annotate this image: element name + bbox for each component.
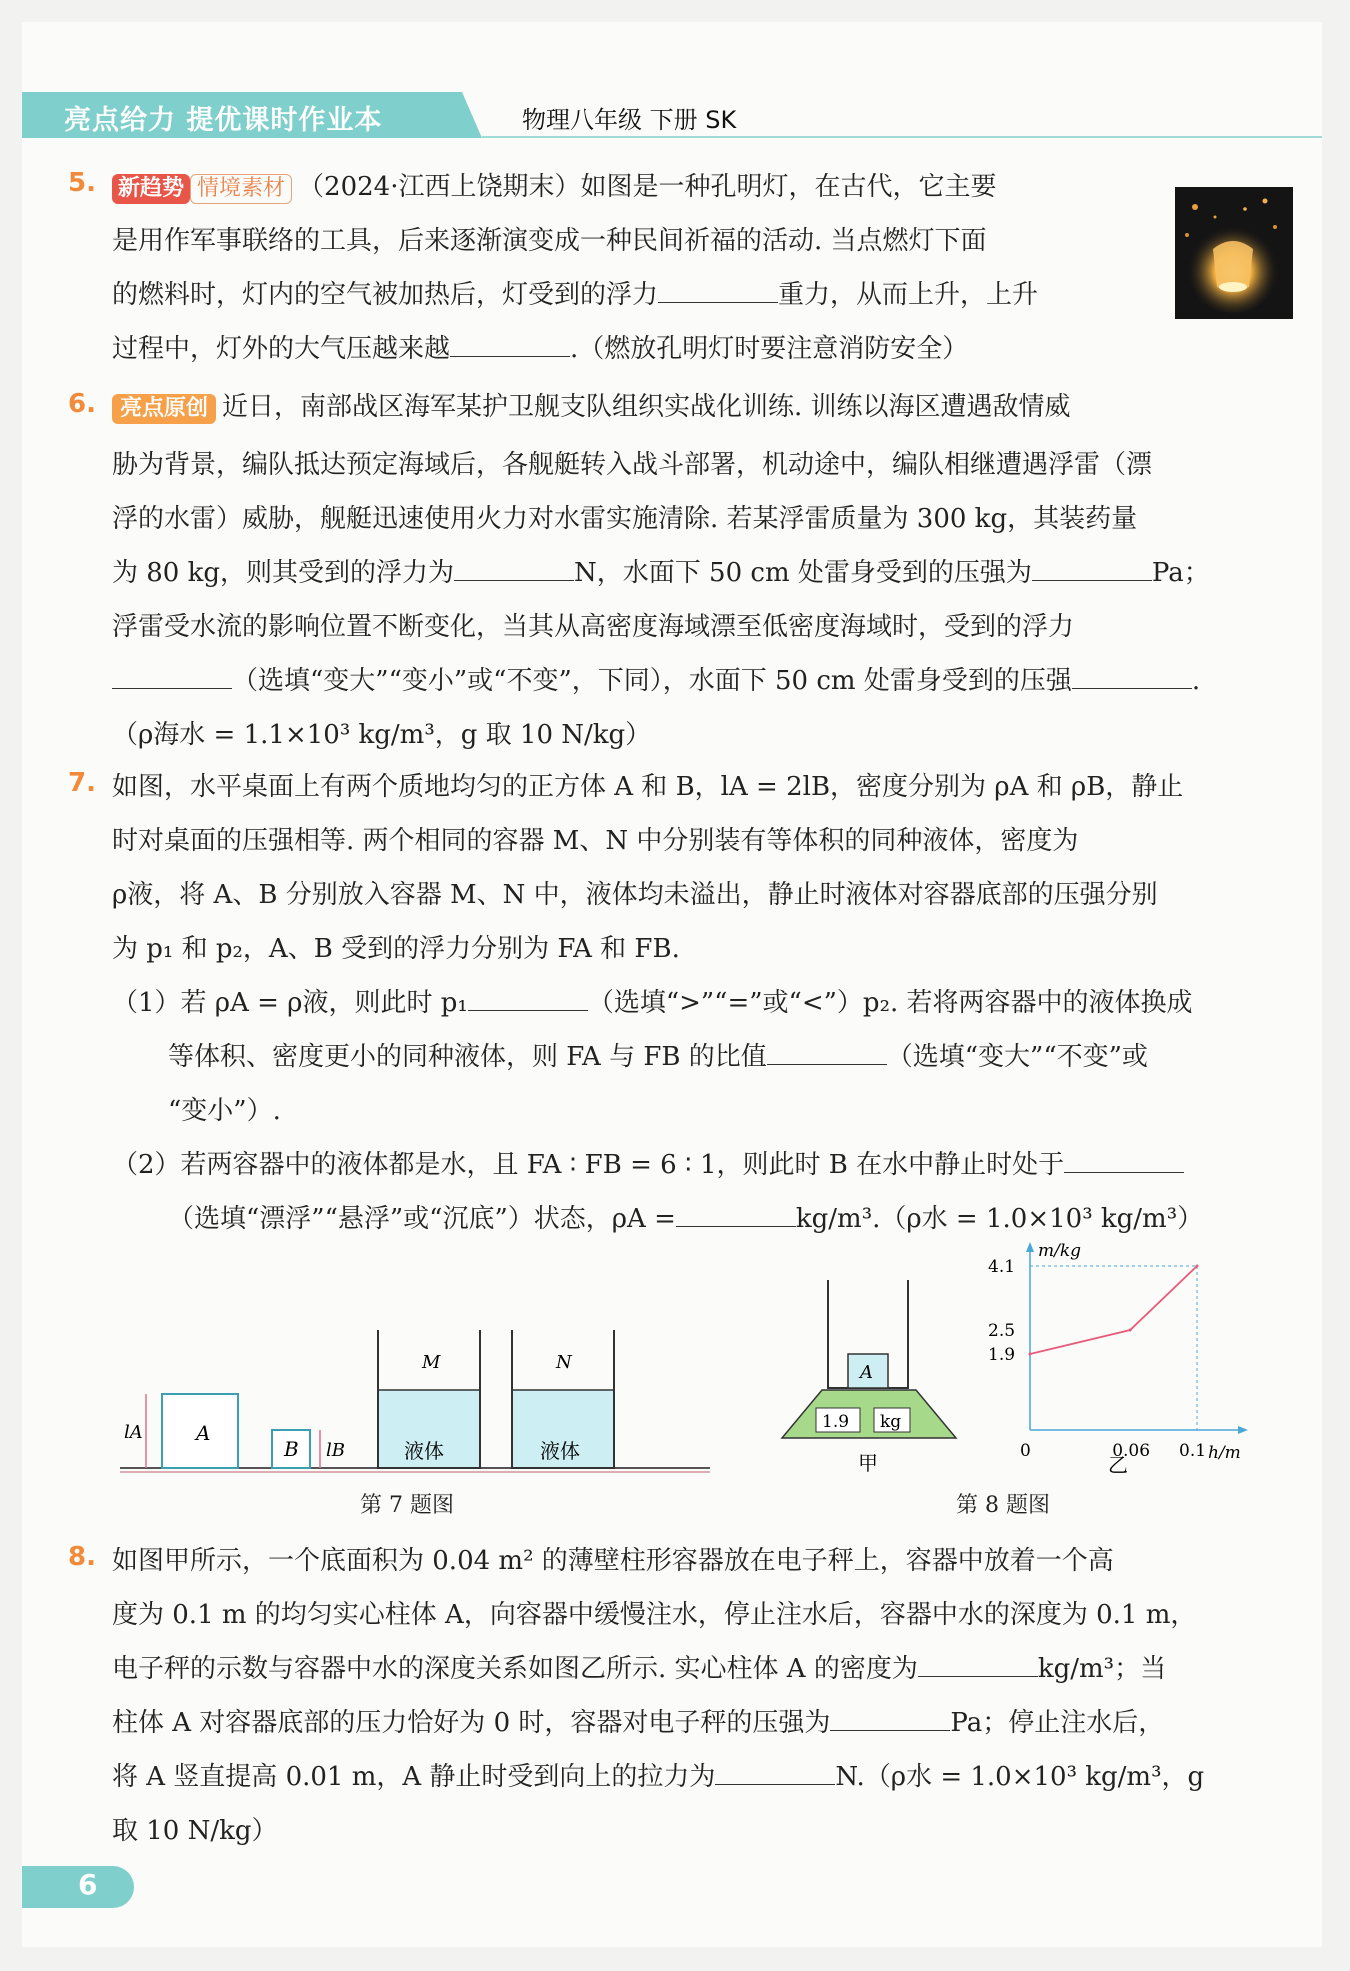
answer-blank[interactable] — [767, 1040, 887, 1065]
question-line — [112, 1756, 1204, 1793]
answer-blank[interactable] — [1072, 664, 1192, 689]
question-text: （选填“>”“=”或“<”）p₂. 若将两容器中的液体换成 — [587, 988, 1193, 1018]
question-line — [112, 552, 1210, 589]
question-text: （1）若 ρA = ρ液，则此时 p₁ — [112, 988, 468, 1018]
answer-blank[interactable] — [450, 332, 570, 357]
cube-a-label: A — [196, 1421, 211, 1445]
origin-label: 0 — [1020, 1441, 1031, 1461]
question-text: （选填“变大”“变小”或“不变”，下同），水面下 50 cm 处雷身受到的压强 — [232, 666, 1072, 696]
page-header — [22, 92, 1322, 138]
cylinder-a-label: A — [860, 1362, 873, 1383]
x-axis-label: h/m — [1208, 1443, 1241, 1463]
question-text: kg/m³.（ρ水 = 1.0×10³ kg/m³） — [795, 1204, 1204, 1234]
question-number: 5. — [68, 168, 96, 198]
question-text: .（燃放孔明灯时要注意消防安全） — [570, 334, 969, 364]
y-tick-label: 2.5 — [988, 1321, 1016, 1341]
sub-figure-jia: 甲 — [858, 1451, 878, 1475]
answer-blank[interactable] — [454, 556, 574, 581]
data-point — [1029, 1353, 1032, 1356]
header-rule — [482, 136, 1322, 138]
question-text: 为 p₁ 和 p₂，A、B 受到的浮力分别为 FA 和 FB. — [112, 934, 680, 964]
question-number: 7. — [68, 768, 96, 798]
question-text: 浮的水雷）威胁，舰艇迅速使用火力对水雷实施清除. 若某浮雷质量为 300 kg，其装药量 — [112, 504, 1138, 534]
question-line — [112, 660, 1200, 697]
figure-7 — [110, 1320, 720, 1480]
question-line — [112, 166, 996, 204]
header-brand: 亮点给力 提优课时作业本 — [64, 105, 383, 136]
question-text: “变小”）. — [168, 1096, 281, 1126]
question-line — [168, 1036, 1148, 1073]
question-line — [112, 274, 1038, 311]
y-tick-label: 1.9 — [988, 1345, 1016, 1365]
question-text: （ρ海水 = 1.1×10³ kg/m³，g 取 10 N/kg） — [112, 720, 652, 750]
question-text: 取 10 N/kg） — [112, 1816, 278, 1846]
question-line — [112, 1144, 1184, 1181]
question-text: 柱体 A 对容器底部的压力恰好为 0 时，容器对电子秤的压强为 — [112, 1708, 831, 1738]
sky-lantern-photo — [1175, 187, 1293, 319]
figure-7-caption: 第 7 题图 — [360, 1493, 454, 1518]
container-m-label: M — [422, 1352, 441, 1373]
la-label: lA — [124, 1422, 143, 1443]
lb-label: lB — [326, 1440, 345, 1461]
x-tick-label: 0.06 — [1112, 1441, 1151, 1461]
question-line — [168, 1198, 1203, 1235]
sub-figure-yi: 乙 — [1108, 1453, 1128, 1476]
question-text: 时对桌面的压强相等. 两个相同的容器 M、N 中分别装有等体积的同种液体，密度为 — [112, 826, 1079, 856]
original-badge: 亮点原创 — [112, 394, 216, 424]
answer-blank[interactable] — [1064, 1148, 1184, 1173]
question-text: 如图甲所示，一个底面积为 0.04 m² 的薄壁柱形容器放在电子秤上，容器中放着一个高 — [112, 1546, 1114, 1576]
question-line — [112, 328, 968, 365]
answer-blank[interactable] — [918, 1652, 1038, 1677]
question-text: ρ液，将 A、B 分别放入容器 M、N 中，液体均未溢出，静止时液体对容器底部的压强分别 — [112, 880, 1158, 910]
question-text: N，水面下 50 cm 处雷身受到的压强为 — [574, 558, 1032, 588]
question-text: N.（ρ水 = 1.0×10³ kg/m³，g — [835, 1762, 1205, 1792]
x-axis-arrow — [1238, 1426, 1248, 1434]
figure-8-yi-chart — [980, 1236, 1260, 1476]
question-text: Pa； — [1151, 558, 1210, 588]
header-subject: 物理八年级 下册 SK — [522, 106, 737, 134]
question-number: 6. — [68, 389, 96, 419]
answer-blank[interactable] — [676, 1202, 796, 1227]
figure-8-caption: 第 8 题图 — [956, 1493, 1050, 1518]
scale-display-value: 1.9 — [822, 1412, 850, 1432]
question-text: 重力，从而上升，上升 — [778, 280, 1039, 310]
cube-b-label: B — [284, 1437, 299, 1461]
question-text: （2024·江西上饶期末）如图是一种孔明灯，在古代，它主要 — [298, 172, 997, 202]
series-line — [1030, 1266, 1197, 1354]
question-text: 过程中，灯外的大气压越来越 — [112, 334, 451, 364]
scale-unit: kg — [880, 1412, 902, 1432]
question-text: 胁为背景，编队抵达预定海域后，各舰艇转入战斗部署，机动途中，编队相继遭遇浮雷（漂 — [112, 450, 1153, 480]
y-axis-arrow — [1026, 1242, 1034, 1252]
page-number: 6 — [78, 1868, 98, 1901]
question-text: . — [1191, 666, 1201, 696]
answer-blank[interactable] — [112, 664, 232, 689]
answer-blank[interactable] — [1032, 556, 1152, 581]
question-text: kg/m³；当 — [1037, 1654, 1167, 1684]
question-text: Pa；停止注水后， — [950, 1708, 1165, 1738]
question-text: 如图，水平桌面上有两个质地均匀的正方体 A 和 B，lA = 2lB，密度分别为 ρA 和 ρB，静止 — [112, 772, 1184, 802]
question-text: 近日，南部战区海军某护卫舰支队组织实战化训练. 训练以海区遭遇敌情威 — [222, 392, 1071, 422]
data-point — [1196, 1265, 1199, 1268]
question-line — [112, 386, 1071, 424]
question-number: 8. — [68, 1542, 96, 1572]
question-text: 电子秤的示数与容器中水的深度关系如图乙所示. 实心柱体 A 的密度为 — [112, 1654, 918, 1684]
answer-blank[interactable] — [468, 986, 588, 1011]
question-text: 将 A 竖直提高 0.01 m，A 静止时受到向上的拉力为 — [112, 1762, 716, 1792]
question-text: （2）若两容器中的液体都是水，且 FA ∶ FB = 6 ∶ 1，则此时 B 在水中静止时处于 — [112, 1150, 1065, 1180]
scenario-badge: 情境素材 — [190, 174, 292, 204]
question-text: （选填“漂浮”“悬浮”或“沉底”）状态，ρA = — [168, 1204, 676, 1234]
y-axis-label: m/kg — [1038, 1241, 1082, 1261]
container-m-liquid-label: 液体 — [404, 1439, 444, 1463]
question-text: 是用作军事联络的工具，后来逐渐演变成一种民间祈福的活动. 当点燃灯下面 — [112, 226, 987, 256]
container-n-label: N — [556, 1352, 572, 1373]
question-text: 等体积、密度更小的同种液体，则 FA 与 FB 的比值 — [168, 1042, 767, 1072]
question-line — [112, 1648, 1166, 1685]
container-n-liquid-label: 液体 — [540, 1439, 580, 1463]
question-line — [112, 982, 1193, 1019]
question-line — [112, 1702, 1164, 1739]
question-text: 为 80 kg，则其受到的浮力为 — [112, 558, 455, 588]
answer-blank[interactable] — [715, 1760, 835, 1785]
question-text: 浮雷受水流的影响位置不断变化，当其从高密度海域漂至低密度海域时，受到的浮力 — [112, 612, 1075, 642]
answer-blank[interactable] — [658, 278, 778, 303]
trend-badge: 新趋势 — [112, 174, 190, 204]
data-point — [1129, 1329, 1132, 1332]
answer-blank[interactable] — [830, 1706, 950, 1731]
electronic-scale — [782, 1390, 956, 1438]
question-text: （选填“变大”“不变”或 — [886, 1042, 1148, 1072]
question-text: 度为 0.1 m 的均匀实心柱体 A，向容器中缓慢注水，停止注水后，容器中水的深度为 0.1 m， — [112, 1600, 1197, 1630]
x-tick-label: 0.1 — [1179, 1441, 1207, 1461]
question-text: 的燃料时，灯内的空气被加热后，灯受到的浮力 — [112, 280, 659, 310]
y-tick-label: 4.1 — [988, 1257, 1016, 1277]
figure-8-jia — [770, 1270, 980, 1480]
